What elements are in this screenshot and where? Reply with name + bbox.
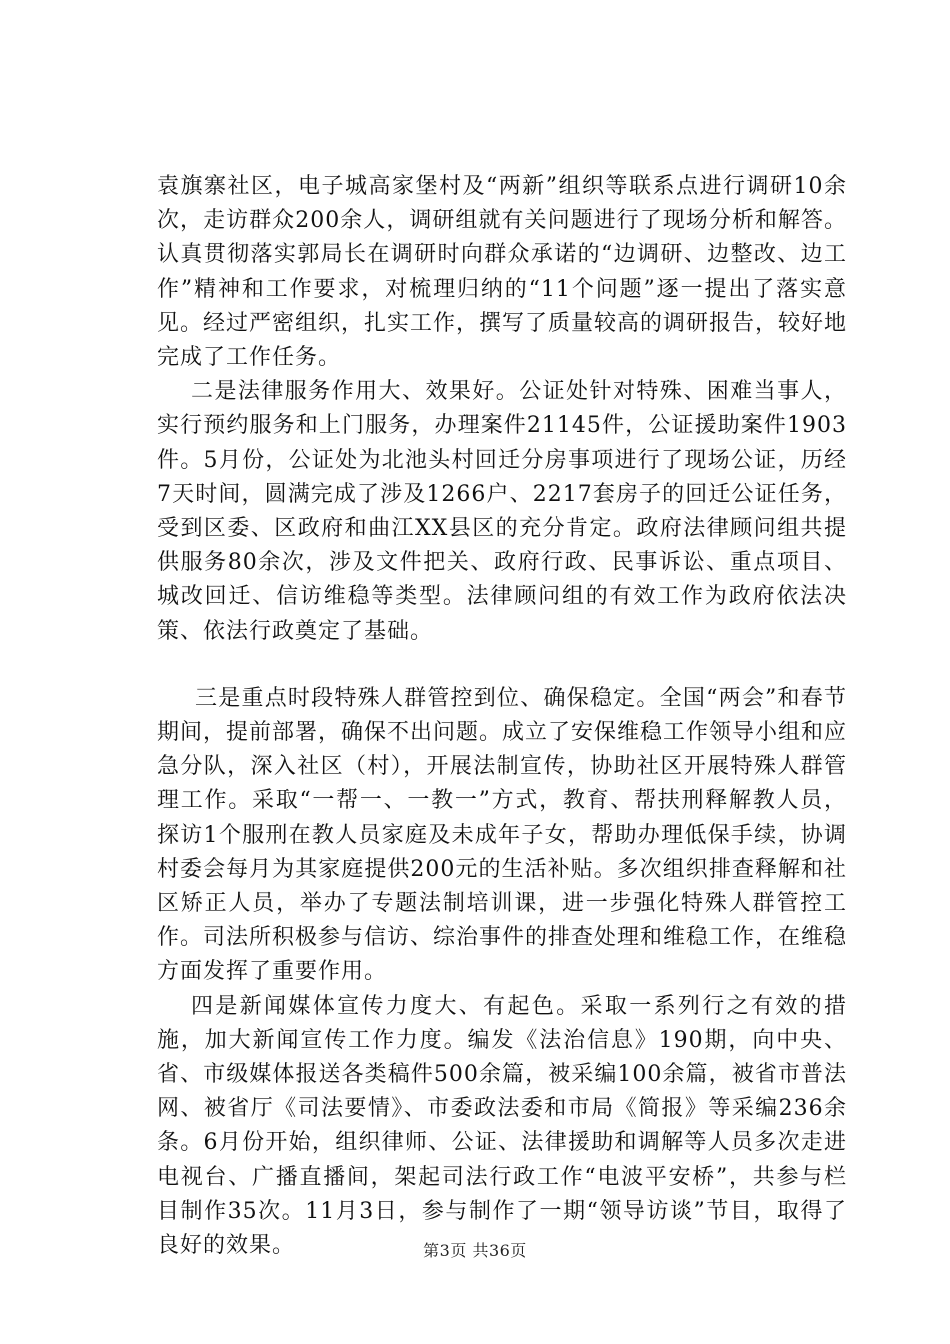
paragraph-media-publicity: 四是新闻媒体宣传力度大、有起色。采取一系列行之有效的措施，加大新闻宣传工作力度。编发《法治信息》190期，向中央、省、市级媒体报送各类稿件500余篇，被采编100余篇，被省市普法网、被省厅《司法要情》、市委政法委和市局《简报》等采编236余条。6月份开始，组织律师、公证、法律援助和调解等人员多次走进电视台、广播直播间，架起司法行政工作“电波平安桥”，共参与栏目制作35次。11月3日，参与制作了一期“领导访谈”节目，取得了良好的效果。 — [157, 993, 847, 1259]
page-number-footer: 第3页 共36页 — [423, 1241, 527, 1260]
paragraph-legal-services: 二是法律服务作用大、效果好。公证处针对特殊、困难当事人，实行预约服务和上门服务，办理案件21145件，公证援助案件1903件。5月份，公证处为北池头村回迁分房事项进行了现场公证，历经7天时间，圆满完成了涉及1266户、2217套房子的回迁公证任务，受到区委、区政府和曲江XX县区的充分肯定。政府法律顾问组共提供服务80余次，涉及文件把关、政府行政、民事诉讼、重点项目、城改回迁、信访维稳等类型。法律顾问组的有效工作为政府依法决策、依法行政奠定了基础。 — [157, 379, 847, 644]
paragraph-continuation: 袁旗寨社区，电子城高家堡村及“两新”组织等联系点进行调研10余次，走访群众200余人，调研组就有关问题进行了现场分析和解答。认真贯彻落实郭局长在调研时向群众承诺的“边调研、边整改、边工作”精神和工作要求，对梳理归纳的“11个问题”逐一提出了落实意见。经过严密组织，扎实工作，撰写了质量较高的调研报告，较好地完成了工作任务。 — [157, 174, 848, 371]
document-body — [157, 170, 847, 1263]
paragraph-special-groups: 三是重点时段特殊人群管控到位、确保稳定。全国“两会”和春节期间，提前部署，确保不出问题。成立了安保维稳工作领导小组和应急分队，深入社区（村），开展法制宣传，协助社区开展特殊人群管理工作。采取“一帮一、一教一”方式，教育、帮扶刑释解教人员，探访1个服刑在教人员家庭及未成年子女，帮助办理低保手续，协调村委会每月为其家庭提供200元的生活补贴。多次组织排查释解和社区矫正人员，举办了专题法制培训课，进一步强化特殊人群管控工作。司法所积极参与信访、综治事件的排查处理和维稳工作，在维稳方面发挥了重要作用。 — [157, 685, 848, 985]
paragraph-gap — [157, 649, 847, 682]
